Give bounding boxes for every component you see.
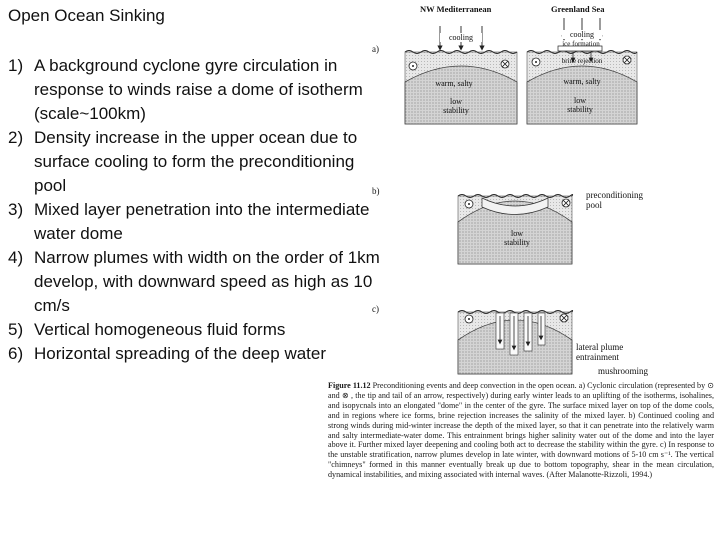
greenland-sea-title: Greenland Sea <box>551 4 605 14</box>
nw-mediterranean-title: NW Mediterranean <box>420 4 492 14</box>
step-text: Narrow plumes with width on the order of 1km develop, with downward speed as high as 10 cm/s <box>34 248 380 315</box>
preconditioning-pool-label: preconditioning pool <box>586 190 643 210</box>
brine-rejection-label: brine rejection <box>561 57 603 65</box>
step-text: A background cyclone gyre circulation in response to winds raise a dome of isotherm (scale~100km) <box>34 56 363 123</box>
step-text: Density increase in the upper ocean due to surface cooling to form the preconditioning pool <box>34 128 358 195</box>
cyclonic-cross-symbol <box>560 314 568 322</box>
caption-text-mid: and <box>328 390 342 400</box>
stability-label: stability <box>443 106 469 115</box>
caption-text-start: Preconditioning events and deep convection in the open ocean. a) Cyclonic circulation (represented by <box>372 381 708 390</box>
stability-label: stability <box>567 105 593 114</box>
step-text: Horizontal spreading of the deep water <box>34 344 327 363</box>
caption-text-rest: , the tip and tail of an arrow, respectively) during early winter leads to an uplifting of the isotherms, isohalines, and isopycnals into an elongated "dome" in the center of the gyre. The surface mixed layer on top of the dome cools, and in regions where ice forms, brine rejection increases the salinity of the mixed layer. b) Continued cooling and strong winds during mid-winter increase the depth of the mixed layer, so that it can penetrate into the relatively warm and salty intermediate-water dome. This entrainment brings higher salinity water out of the dome and into the layer above it. Further mixed layer deepening and cooling both act to decrease the stability within the gyre. c) In response to the unstable stratification, narrow plumes develop in late winter, with downward motions of 5-10 cm s⁻¹. The vertical "chimneys" formed in this manner eventually break up due to bottom topography, shear in the mean circulation, dynamical instabilities, and mixing associated with internal waves. (After Malanotte-Rizzoli, 1994.) <box>328 390 714 480</box>
slide-title: Open Ocean Sinking <box>8 6 165 25</box>
step-text: Vertical homogeneous fluid forms <box>34 320 286 339</box>
cyclonic-cross-symbol <box>623 56 631 64</box>
cyclonic-cross-symbol <box>562 199 570 207</box>
cooling-label: cooling <box>562 30 602 39</box>
step-number: 2) <box>8 128 24 147</box>
figure-caption <box>328 381 714 480</box>
step-number: 4) <box>8 248 24 267</box>
step-number: 1) <box>8 56 24 75</box>
panel-a-label: a) <box>372 44 379 54</box>
cyclonic-dot-symbol <box>409 62 417 70</box>
step-number: 3) <box>8 200 24 219</box>
mushrooming-label: mushrooming <box>598 366 649 376</box>
step-number: 6) <box>8 344 24 363</box>
cyclonic-cross-symbol <box>501 60 509 68</box>
low-label: low <box>574 96 586 105</box>
panel-c-label: c) <box>372 304 379 314</box>
lateral-plume-entrainment-label: lateral plume entrainment <box>576 342 624 362</box>
caption-dot-icon: ⊙ <box>707 381 714 390</box>
cyclonic-dot-symbol <box>465 315 473 323</box>
step-text: Mixed layer penetration into the intermediate water dome <box>34 200 370 243</box>
cyclonic-dot-symbol <box>532 58 540 66</box>
panel-b-label: b) <box>372 186 380 196</box>
panel-c-plumes <box>458 311 573 375</box>
cooling-label: cooling <box>440 33 482 42</box>
figure-number: Figure 11.12 <box>328 381 371 390</box>
warm-salty-label: warm, salty <box>563 77 601 86</box>
warm-salty-label: warm, salty <box>435 79 473 88</box>
low-label: low <box>511 229 523 238</box>
low-label: low <box>450 97 462 106</box>
ice-formation-label: ice formation <box>562 40 600 48</box>
step-number: 5) <box>8 320 24 339</box>
stability-label: stability <box>504 238 530 247</box>
caption-cross-icon: ⊗ <box>341 390 349 400</box>
cyclonic-dot-symbol <box>465 200 473 208</box>
